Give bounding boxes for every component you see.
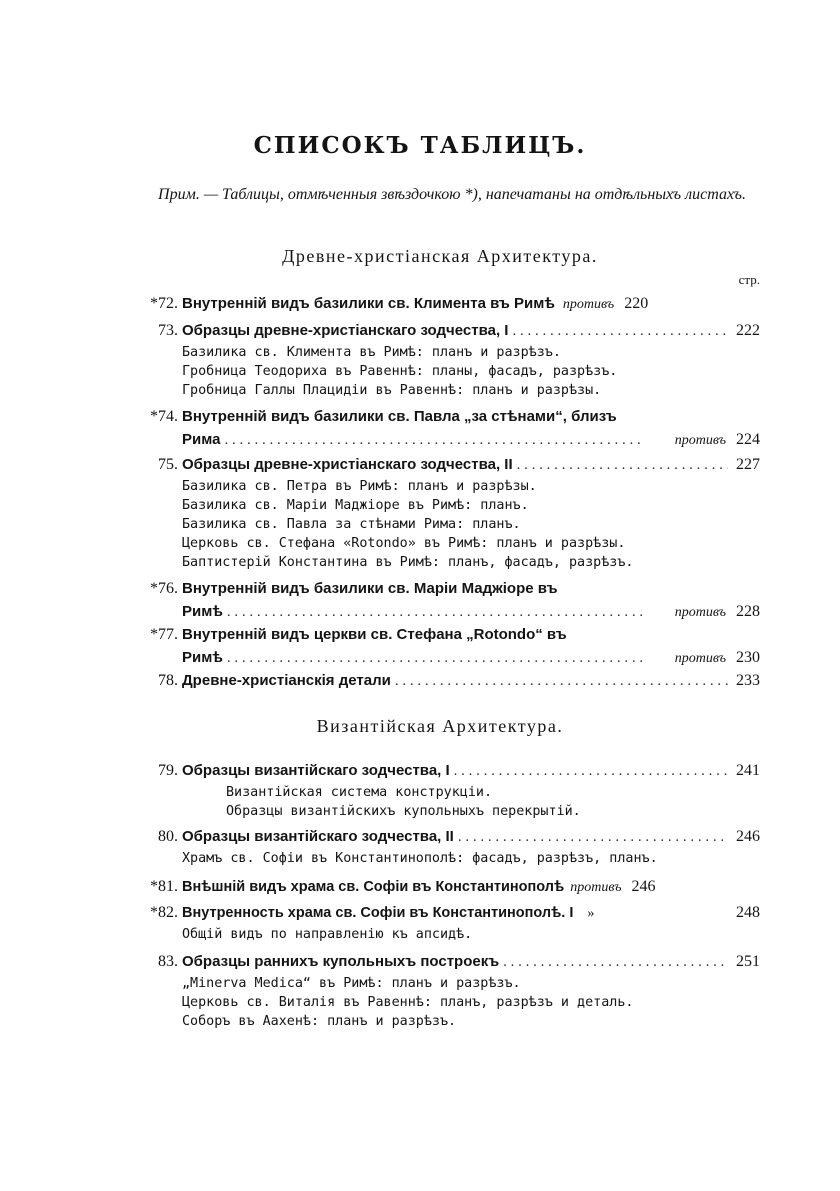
plate-content: Гробница Галлы Плацидіи въ Равеннѣ: планъ и разрѣзы.	[182, 383, 602, 398]
page-number: 251	[736, 953, 760, 970]
against-label: противъ	[674, 433, 726, 448]
plate-content: Храмъ св. Софіи въ Константинополѣ: фасадъ, разрѣзъ, планъ.	[182, 851, 658, 866]
plate-number: 80.	[158, 828, 178, 845]
plate-title-continuation: Римѣ	[182, 603, 223, 620]
plate-title: Образцы древне-христіанскаго зодчества, II	[182, 456, 513, 473]
plate-title: Образцы древне-христіанскаго зодчества, I	[182, 322, 509, 339]
plate-title: Внѣшній видъ храма св. Софіи въ Константинополѣ	[182, 879, 565, 895]
page-number: 248	[736, 904, 760, 921]
leader-dots	[227, 647, 671, 670]
plate-title: Образцы раннихъ купольныхъ построекъ	[182, 953, 500, 970]
list-item	[128, 319, 760, 400]
list-item	[128, 669, 760, 693]
list-item	[128, 759, 760, 821]
leader-dots	[503, 951, 728, 974]
plate-number: *72.	[150, 295, 178, 312]
against-label: противъ	[570, 880, 622, 895]
plate-content: Образцы византійскихъ купольныхъ перекрытій.	[226, 804, 581, 819]
list-item	[128, 577, 760, 624]
plate-title: Внутренній видъ церкви св. Стефана „Rotondo“ въ	[182, 626, 567, 643]
section-heading-early-christian: Древне-христіанская Архитектура.	[282, 246, 598, 266]
leader-dots	[512, 320, 728, 343]
plate-number: *74.	[150, 408, 178, 425]
page-number: 246	[631, 878, 656, 895]
plate-title: Образцы византійскаго зодчества, I	[182, 762, 450, 779]
plate-content: Общій видъ по направленію къ апсидѣ.	[182, 927, 473, 942]
note: Прим. — Таблицы, отмѣченныя звѣздочкою *), напечатаны на отдѣльныхъ листахъ.	[158, 186, 746, 203]
plate-content: „Minerva Medica“ въ Римѣ: планъ и разрѣзъ.	[182, 976, 521, 991]
plate-number: 73.	[158, 322, 178, 339]
plate-number: *82.	[150, 904, 178, 921]
list-item	[128, 453, 760, 572]
plate-title: Внутренность храма св. Софіи въ Константинополѣ. I	[182, 905, 574, 921]
plate-content: Базилика св. Маріи Маджіоре въ Римѣ: планъ.	[182, 498, 529, 513]
section-heading-byzantine: Византійская Архитектура.	[316, 716, 564, 736]
plate-content: Базилика св. Петра въ Римѣ: планъ и разрѣзы.	[182, 479, 537, 494]
page-number: 228	[736, 603, 760, 620]
list-item	[128, 901, 760, 944]
plate-title-continuation: Римѣ	[182, 649, 223, 666]
page-number: 241	[736, 762, 760, 779]
leader-dots	[227, 601, 671, 624]
against-label: противъ	[674, 651, 726, 666]
plate-content: Церковь св. Стефана «Rotondo» въ Римѣ: планъ и разрѣзы.	[182, 536, 626, 551]
list-item	[128, 623, 760, 670]
plate-content: Соборъ въ Аахенѣ: планъ и разрѣзъ.	[182, 1014, 457, 1029]
leader-dots	[458, 826, 728, 849]
list-item	[128, 825, 760, 868]
plate-number: *81.	[150, 878, 178, 895]
plate-title: Внутренній видъ базилики св. Павла „за стѣнами“, близъ	[182, 408, 617, 425]
plate-number: 75.	[158, 456, 178, 473]
list-item	[128, 950, 760, 1031]
leader-dots	[395, 670, 728, 693]
leader-dots	[517, 454, 728, 477]
plate-content: Церковь св. Виталія въ Равеннѣ: планъ, разрѣзъ и деталь.	[182, 995, 634, 1010]
leader-dots	[224, 429, 670, 452]
plate-title: Образцы византійскаго зодчества, II	[182, 828, 454, 845]
plate-number: *77.	[150, 626, 178, 643]
page-number: 230	[736, 649, 760, 666]
plate-number: 79.	[158, 762, 178, 779]
list-item	[128, 875, 760, 899]
plate-title: Внутренній видъ базилики св. Маріи Маджіоре въ	[182, 580, 558, 597]
page-number: 246	[736, 828, 760, 845]
against-label: противъ	[562, 297, 615, 312]
list-item	[128, 405, 760, 452]
plate-content: Базилика св. Климента въ Римѣ: планъ и разрѣзъ.	[182, 345, 561, 360]
plate-title-continuation: Рима	[182, 431, 221, 448]
page-column-label: стр.	[738, 272, 760, 287]
page-number: 227	[736, 456, 760, 473]
page-number: 220	[624, 295, 649, 312]
leader-dots	[454, 760, 728, 783]
plate-title: Внутренній видъ базилики св. Климента въ Римѣ	[182, 295, 555, 312]
page-number: 233	[736, 672, 760, 689]
list-item	[128, 292, 760, 316]
plate-content: Византійская система конструкціи.	[226, 785, 493, 800]
plate-content: Баптистерій Константина въ Римѣ: планъ, фасадъ, разрѣзъ.	[182, 555, 634, 570]
page-number: 222	[736, 322, 760, 339]
against-label: противъ	[674, 605, 726, 620]
ditto-mark: »	[587, 906, 595, 921]
plate-content: Базилика св. Павла за стѣнами Рима: планъ.	[182, 517, 521, 532]
page-title: СПИСОКЪ ТАБЛИЦЪ.	[253, 132, 587, 159]
plate-title: Древне-христіанскія детали	[182, 672, 391, 689]
page-number: 224	[736, 431, 760, 448]
plate-content: Гробница Теодориха въ Равеннѣ: планы, фасадъ, разрѣзъ.	[182, 364, 618, 379]
plate-number: *76.	[150, 580, 178, 597]
plate-number: 83.	[158, 953, 178, 970]
plate-number: 78.	[158, 672, 178, 689]
